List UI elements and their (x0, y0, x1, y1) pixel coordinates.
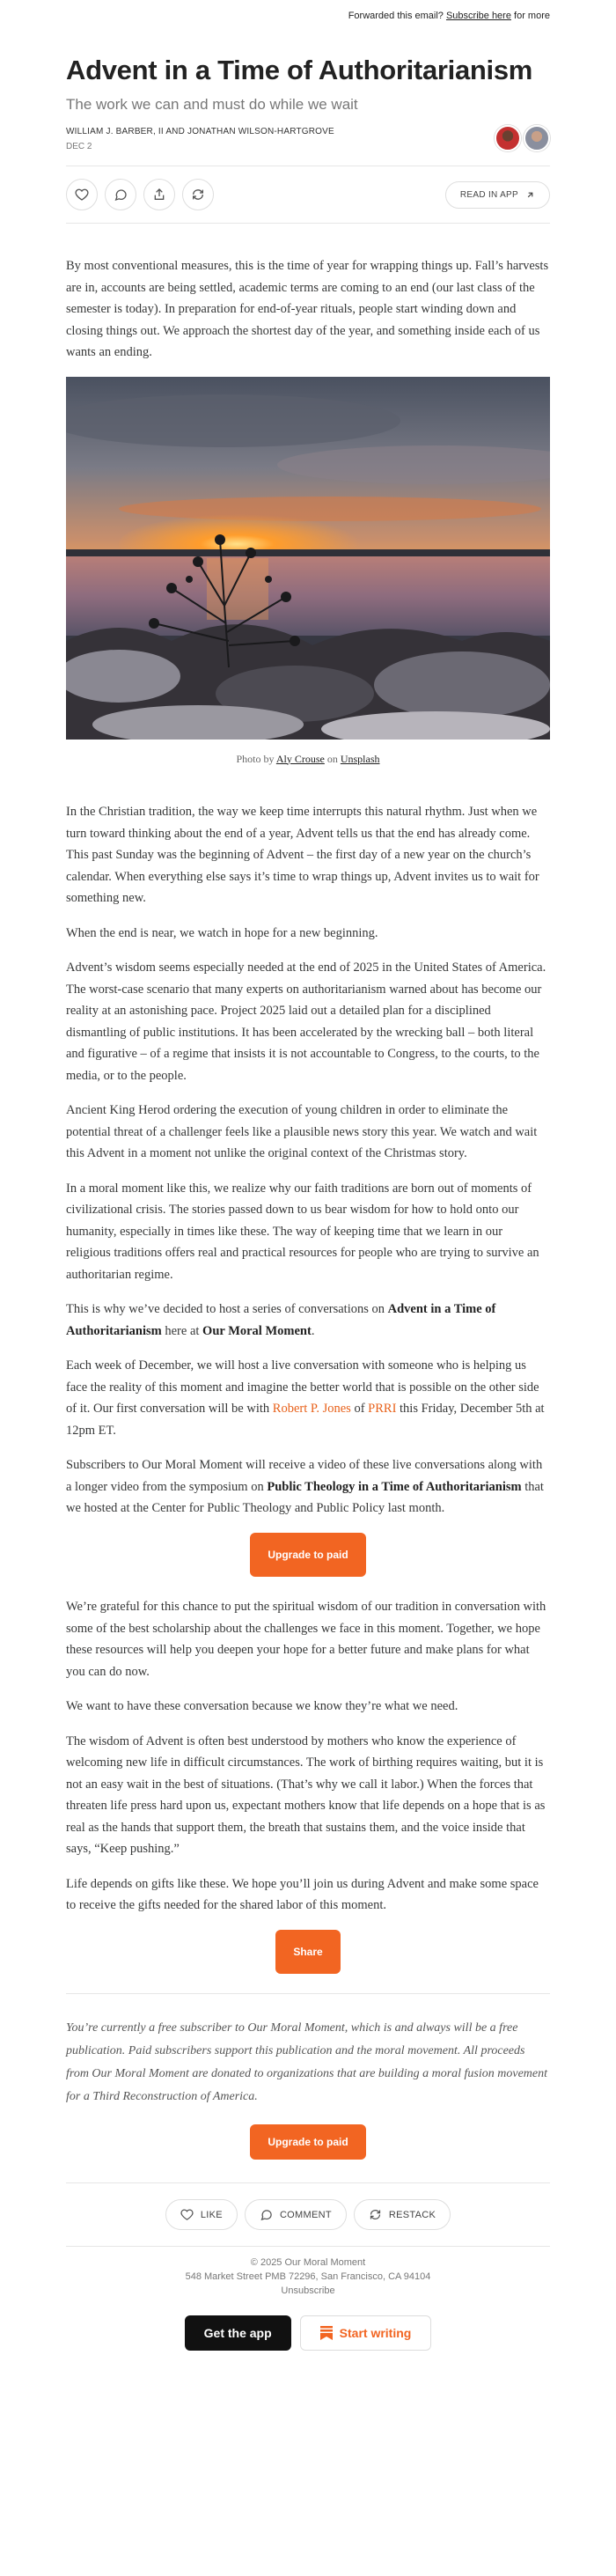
upgrade-button[interactable]: Upgrade to paid (250, 1533, 365, 1578)
subscribe-link[interactable]: Subscribe here (445, 11, 511, 21)
paragraph: Life depends on gifts like these. We hope you’ll join us during Advent and make some space to receive the gifts needed for the shared labor of this moment. (66, 1876, 539, 1912)
paragraph (66, 1454, 550, 1520)
post-title[interactable]: Advent in a Time of Authoritarianism (66, 55, 533, 85)
content-column (66, 0, 550, 2351)
text-span: this Friday, December 5th at 12pm ET. (66, 1402, 545, 1438)
photo-caption (66, 748, 550, 770)
paragraph: The wisdom of Advent is often best understood by mothers who know the experience of welcoming new life in difficult circumstances. The work of birthing requires waiting, but it is not an easy wait in the best of situations. (That’s why we call it labor.) When the forces that threaten life press hard upon us, expectant mothers know that life depends on a hope that is as real as the hands that support them, the breath that sustains them, and the voice inside that says, “Keep pushing.” (66, 1733, 546, 1856)
substack-logo-icon (320, 2326, 333, 2340)
publication-name: Our Moral Moment (202, 1323, 312, 1338)
heart-icon (75, 188, 89, 202)
copyright: © 2025 Our Moral Moment (250, 2257, 366, 2268)
like-pill-button[interactable] (165, 2199, 238, 2230)
unsplash-link[interactable]: Unsplash (340, 752, 380, 765)
get-app-label: Get the app (203, 2326, 272, 2340)
restack-pill-button[interactable] (354, 2199, 451, 2230)
prri-link[interactable]: PRRI (368, 1402, 397, 1416)
comment-icon (114, 188, 128, 202)
photographer-link[interactable]: Aly Crouse (275, 752, 325, 765)
caption-prefix: Photo by (236, 752, 275, 765)
bottom-action-bar (66, 2182, 550, 2247)
avatar[interactable] (524, 125, 550, 151)
text-span: . (311, 1323, 315, 1338)
heart-icon (180, 2208, 194, 2221)
restack-label: RESTACK (388, 2209, 436, 2220)
forward-prefix: Forwarded this email? (348, 11, 444, 21)
share-icon (152, 188, 166, 202)
paragraph: Advent’s wisdom seems especially needed at the end of 2025 in the United States of America. The worst-case scenario that many experts on authoritarianism warned about has become our reality at an astonishing pace. Project 2025 laid out a detailed plan for a disciplined dismantling of public institutions. It has been accelerated by the wrecking ball – both literal and figurative – of a regime that insists it is not accountable to Congress, to the courts, to the media, or to the people. (66, 960, 546, 1083)
start-writing-button[interactable] (300, 2315, 432, 2351)
caption-on: on (326, 752, 338, 765)
avatar[interactable] (495, 125, 521, 151)
authors[interactable]: WILLIAM J. BARBER, II AND JONATHAN WILSON-HARTGROVE (66, 126, 334, 136)
text-span: here at (165, 1323, 200, 1338)
paragraph: We want to have these conversation because we know they’re what we need. (66, 1699, 458, 1713)
forward-notice (66, 0, 550, 26)
footer-upgrade-cta (66, 2124, 550, 2160)
share-cta (66, 1930, 550, 1975)
share-post-button[interactable]: Share (275, 1930, 340, 1975)
like-button[interactable] (66, 179, 98, 210)
post-actions (66, 179, 214, 210)
series-name: Advent in a Time of Authoritarianism (66, 1302, 496, 1338)
subscriber-note: You’re currently a free subscriber to Our Moral Moment, which is and always will be a free publication. Paid subscribers support this publication and the moral movement. All proceeds from Our Moral Moment are donated to organizations that are building a moral fusion movement for a Third Reconstruction of America. (66, 2021, 548, 2103)
symposium-name: Public Theology in a Time of Authoritarianism (267, 1479, 522, 1494)
forward-suffix: for more (514, 11, 550, 21)
read-in-app-label: READ IN APP (459, 189, 518, 200)
read-in-app-button[interactable] (445, 181, 550, 209)
footer-upgrade-button[interactable]: Upgrade to paid (250, 2124, 365, 2160)
paragraph: Ancient King Herod ordering the execution of young children in order to eliminate the potential threat of a challenger feels like a plausible news story this year. We watch and wait this Advent in a moment not unlike the original context of the Christmas story. (66, 1103, 538, 1160)
mailing-address: 548 Market Street PMB 72296, San Francisco, CA 94104 (185, 2271, 431, 2282)
comment-button[interactable] (105, 179, 136, 210)
comment-pill-button[interactable] (245, 2199, 347, 2230)
app-promo (66, 2315, 550, 2351)
paragraph: In a moral moment like this, we realize why our faith traditions are born out of moments of civilizational crisis. The stories passed down to us bear wisdom for how to hold onto our humanity, especially in times like these. The way of keeping time that we learn in our religious traditions offers real and practical resources for people who are trying to survive an authoritarian regime. (66, 1181, 539, 1282)
get-app-button[interactable] (185, 2315, 291, 2351)
restack-button[interactable] (182, 179, 214, 210)
restack-icon (369, 2208, 382, 2221)
post-body (66, 255, 550, 1974)
paragraph (66, 1299, 550, 1342)
paragraph: By most conventional measures, this is the time of year for wrapping things up. Fall’s harvests are in, accounts are being settled, academic terms are coming to an end (our last class of the semester is today). In preparation for end-of-year rituals, people start winding down and closing things out. We approach the shortest day of the year, and something inside each of us wants an ending. (66, 259, 549, 359)
text-span: that we hosted at the Center for Public Theology and Public Policy last month. (66, 1479, 544, 1515)
paragraph: When the end is near, we watch in hope for a new beginning. (66, 925, 378, 940)
post-subtitle: The work we can and must do while we wait (66, 96, 358, 113)
share-button[interactable] (143, 179, 175, 210)
post-date: DEC 2 (66, 141, 92, 151)
paragraph: In the Christian tradition, the way we keep time interrupts this natural rhythm. Just when we turn toward thinking about the end of a year, Advent tells us that the end has already come. This past Sunday was the beginning of Advent – the first day of a new year on the church’s calendar. When everything else says it’s time to wrap things up, Advent invites us to wait for something new. (66, 805, 539, 905)
top-action-bar (66, 166, 550, 224)
start-writing-label: Start writing (339, 2326, 412, 2340)
text-span: Subscribers to Our Moral Moment will receive a video of these live conversations along with a longer video from the symposium on (66, 1458, 543, 1494)
sunset-photo[interactable] (66, 377, 550, 740)
legal-footer (66, 2256, 550, 2298)
text-span: This is why we’ve decided to host a series of conversations on (66, 1302, 385, 1316)
robert-jones-link[interactable]: Robert P. Jones (272, 1402, 351, 1416)
comment-label: COMMENT (279, 2209, 332, 2220)
arrow-up-right-icon (525, 190, 535, 200)
unsubscribe-link[interactable]: Unsubscribe (281, 2285, 335, 2296)
like-label: LIKE (200, 2209, 223, 2220)
upgrade-cta (66, 1533, 550, 1578)
byline (66, 125, 550, 151)
paragraph (66, 1355, 550, 1441)
text-span: Each week of December, we will host a live conversation with someone who is helping us face the reality of this moment and imagine the better world that is possible on the other side of it. Our first conversation will be with (66, 1358, 539, 1416)
paragraph: We’re grateful for this chance to put the spiritual wisdom of our tradition in conversation with some of the best scholarship about the challenges we face in this moment. Together, we hope these resources will help you deepen your hope for a better future and make plans for what you can do now. (66, 1600, 546, 1679)
author-avatars (495, 125, 550, 151)
text-span: of (354, 1402, 365, 1416)
comment-icon (260, 2208, 273, 2221)
restack-icon (191, 188, 205, 202)
